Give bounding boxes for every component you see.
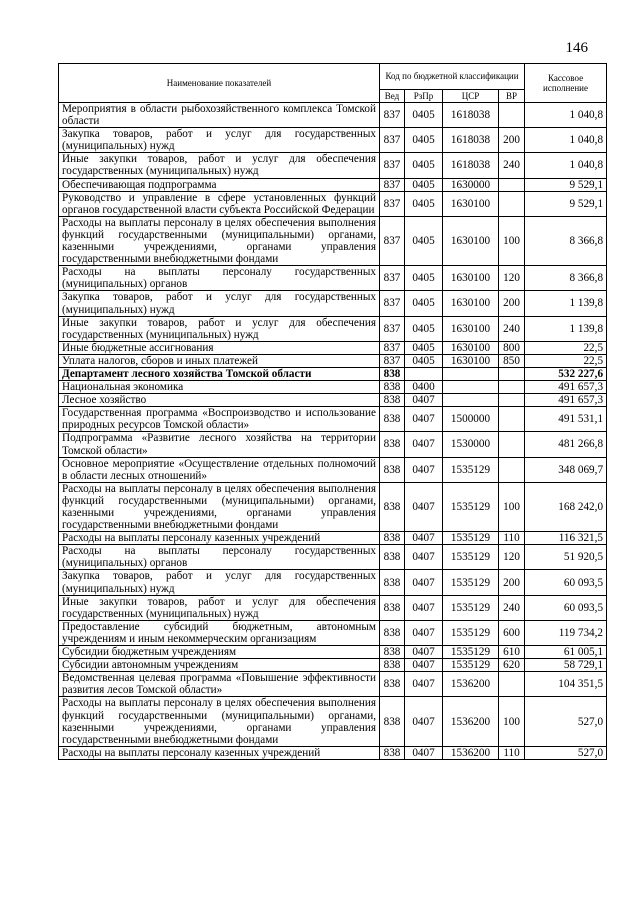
row-vr: 600: [499, 620, 525, 645]
row-rzpr: 0407: [405, 482, 443, 531]
row-rzpr: 0407: [405, 697, 443, 746]
row-ved: 838: [380, 646, 405, 659]
row-csr: 1630100: [443, 341, 499, 354]
table-row: [59, 595, 607, 620]
row-name: Субсидии бюджетным учреждениям: [59, 646, 380, 659]
row-name: Уплата налогов, сборов и иных платежей: [59, 354, 380, 367]
row-csr: 1535129: [443, 659, 499, 672]
row-rzpr: 0405: [405, 316, 443, 341]
row-vr: 200: [499, 128, 525, 153]
row-amount: 51 920,5: [525, 545, 607, 570]
row-csr: 1535129: [443, 570, 499, 595]
row-rzpr: 0405: [405, 103, 443, 128]
row-name: Иные закупки товаров, работ и услуг для обеспечения государственных (муниципальных) нужд: [59, 316, 380, 341]
row-amount: 527,0: [525, 697, 607, 746]
row-vr: 200: [499, 570, 525, 595]
row-rzpr: 0405: [405, 216, 443, 265]
row-vr: 240: [499, 316, 525, 341]
row-csr: [443, 394, 499, 407]
row-ved: 838: [380, 659, 405, 672]
row-vr: [499, 457, 525, 482]
row-amount: 8 366,8: [525, 216, 607, 265]
row-csr: 1630100: [443, 354, 499, 367]
table-row: [59, 620, 607, 645]
row-vr: [499, 367, 525, 380]
row-name: Расходы на выплаты персоналу казенных учреждений: [59, 532, 380, 545]
row-name: Расходы на выплаты персоналу государственных (муниципальных) органов: [59, 545, 380, 570]
row-vr: 200: [499, 291, 525, 316]
row-name: Расходы на выплаты персоналу казенных учреждений: [59, 746, 380, 759]
row-name: Закупка товаров, работ и услуг для государственных (муниципальных) нужд: [59, 291, 380, 316]
row-ved: 837: [380, 216, 405, 265]
row-vr: 240: [499, 153, 525, 178]
row-vr: 110: [499, 746, 525, 759]
row-vr: 100: [499, 482, 525, 531]
row-amount: 22,5: [525, 354, 607, 367]
table-row: [59, 457, 607, 482]
header-name: Наименование показателей: [59, 64, 380, 103]
table-row: [59, 191, 607, 216]
table-row: [59, 381, 607, 394]
row-amount: 9 529,1: [525, 178, 607, 191]
row-name: Расходы на выплаты персоналу в целях обеспечения выполнения функций государственными (муниципальными) органами, казенными учреждениями, органами управления государственными внебюджетными фондами: [59, 697, 380, 746]
row-amount: 1 040,8: [525, 153, 607, 178]
row-ved: 837: [380, 341, 405, 354]
row-vr: [499, 432, 525, 457]
row-amount: 9 529,1: [525, 191, 607, 216]
budget-table: [58, 63, 607, 760]
table-row: [59, 341, 607, 354]
row-amount: 104 351,5: [525, 672, 607, 697]
row-ved: 838: [380, 620, 405, 645]
row-name: Департамент лесного хозяйства Томской области: [59, 367, 380, 380]
row-vr: 800: [499, 341, 525, 354]
row-rzpr: 0407: [405, 432, 443, 457]
header-amount: Кассовое исполнение: [525, 64, 607, 103]
row-rzpr: 0407: [405, 595, 443, 620]
row-name: Иные закупки товаров, работ и услуг для обеспечения государственных (муниципальных) нужд: [59, 595, 380, 620]
row-rzpr: 0405: [405, 191, 443, 216]
table-row: [59, 532, 607, 545]
row-csr: 1618038: [443, 153, 499, 178]
row-ved: 837: [380, 178, 405, 191]
header-vr: ВР: [499, 90, 525, 103]
header-ved: Вед: [380, 90, 405, 103]
row-csr: 1630100: [443, 191, 499, 216]
row-vr: [499, 672, 525, 697]
row-amount: 60 093,5: [525, 595, 607, 620]
row-ved: 837: [380, 316, 405, 341]
row-ved: 838: [380, 381, 405, 394]
row-name: Руководство и управление в сфере установленных функций органов государственной власти субъекта Российской Федерации: [59, 191, 380, 216]
table-row: [59, 291, 607, 316]
row-rzpr: 0405: [405, 153, 443, 178]
row-ved: 838: [380, 570, 405, 595]
row-csr: 1500000: [443, 407, 499, 432]
row-csr: 1535129: [443, 620, 499, 645]
row-ved: 837: [380, 191, 405, 216]
row-ved: 837: [380, 103, 405, 128]
row-ved: 838: [380, 457, 405, 482]
row-name: Лесное хозяйство: [59, 394, 380, 407]
row-amount: 58 729,1: [525, 659, 607, 672]
row-rzpr: 0400: [405, 381, 443, 394]
row-vr: 610: [499, 646, 525, 659]
row-amount: 168 242,0: [525, 482, 607, 531]
row-rzpr: 0407: [405, 394, 443, 407]
row-ved: 838: [380, 367, 405, 380]
row-amount: 527,0: [525, 746, 607, 759]
row-ved: 838: [380, 432, 405, 457]
row-amount: 116 321,5: [525, 532, 607, 545]
row-amount: 1 040,8: [525, 103, 607, 128]
row-csr: 1630100: [443, 266, 499, 291]
row-csr: 1630100: [443, 216, 499, 265]
row-amount: 1 139,8: [525, 291, 607, 316]
table-row: [59, 545, 607, 570]
table-row: [59, 646, 607, 659]
row-vr: 110: [499, 532, 525, 545]
row-name: Расходы на выплаты персоналу в целях обеспечения выполнения функций государственными (муниципальными) органами, казенными учреждениями, органами управления государственными внебюджетными фондами: [59, 482, 380, 531]
row-ved: 837: [380, 354, 405, 367]
row-ved: 838: [380, 532, 405, 545]
table-row: [59, 266, 607, 291]
row-csr: [443, 381, 499, 394]
row-ved: 837: [380, 291, 405, 316]
row-csr: 1630000: [443, 178, 499, 191]
row-amount: 22,5: [525, 341, 607, 354]
row-csr: 1535129: [443, 532, 499, 545]
row-name: Расходы на выплаты персоналу в целях обеспечения выполнения функций государственными (муниципальными) органами, казенными учреждениями, органами управления государственными внебюджетными фондами: [59, 216, 380, 265]
row-csr: 1535129: [443, 482, 499, 531]
row-name: Основное мероприятие «Осуществление отдельных полномочий в области лесных отношений»: [59, 457, 380, 482]
row-ved: 838: [380, 697, 405, 746]
table-row: [59, 432, 607, 457]
row-rzpr: [405, 367, 443, 380]
row-csr: 1535129: [443, 595, 499, 620]
row-rzpr: 0407: [405, 457, 443, 482]
row-ved: 838: [380, 595, 405, 620]
row-rzpr: 0405: [405, 341, 443, 354]
row-name: Иные бюджетные ассигнования: [59, 341, 380, 354]
row-rzpr: 0407: [405, 407, 443, 432]
row-rzpr: 0407: [405, 532, 443, 545]
row-amount: 348 069,7: [525, 457, 607, 482]
row-ved: 838: [380, 482, 405, 531]
row-csr: 1536200: [443, 672, 499, 697]
table-row: [59, 394, 607, 407]
row-rzpr: 0407: [405, 620, 443, 645]
table-row: [59, 216, 607, 265]
row-name: Обеспечивающая подпрограмма: [59, 178, 380, 191]
row-rzpr: 0407: [405, 646, 443, 659]
row-name: Ведомственная целевая программа «Повышение эффективности развития лесов Томской области»: [59, 672, 380, 697]
row-vr: 100: [499, 697, 525, 746]
row-ved: 838: [380, 672, 405, 697]
table-row: [59, 128, 607, 153]
table-body: [59, 103, 607, 760]
row-ved: 837: [380, 266, 405, 291]
row-name: Закупка товаров, работ и услуг для государственных (муниципальных) нужд: [59, 570, 380, 595]
row-name: Подпрограмма «Развитие лесного хозяйства на территории Томской области»: [59, 432, 380, 457]
row-amount: 491 531,1: [525, 407, 607, 432]
table-row: [59, 354, 607, 367]
row-vr: 620: [499, 659, 525, 672]
row-ved: 838: [380, 407, 405, 432]
row-vr: 100: [499, 216, 525, 265]
row-ved: 838: [380, 746, 405, 759]
row-vr: [499, 394, 525, 407]
row-ved: 838: [380, 394, 405, 407]
table-row: [59, 103, 607, 128]
row-ved: 837: [380, 128, 405, 153]
row-vr: [499, 381, 525, 394]
row-vr: 120: [499, 266, 525, 291]
row-vr: 850: [499, 354, 525, 367]
row-csr: 1535129: [443, 457, 499, 482]
page-number: 146: [565, 40, 588, 56]
row-ved: 837: [380, 153, 405, 178]
row-name: Субсидии автономным учреждениям: [59, 659, 380, 672]
row-rzpr: 0405: [405, 266, 443, 291]
row-amount: 8 366,8: [525, 266, 607, 291]
table-row: [59, 407, 607, 432]
row-name: Иные закупки товаров, работ и услуг для обеспечения государственных (муниципальных) нужд: [59, 153, 380, 178]
row-rzpr: 0407: [405, 545, 443, 570]
row-vr: [499, 178, 525, 191]
row-rzpr: 0407: [405, 659, 443, 672]
table-row: [59, 316, 607, 341]
table-row: [59, 697, 607, 746]
table-row: [59, 659, 607, 672]
row-amount: 119 734,2: [525, 620, 607, 645]
row-amount: 481 266,8: [525, 432, 607, 457]
row-amount: 1 139,8: [525, 316, 607, 341]
table-row: [59, 153, 607, 178]
header-rzpr: РзПр: [405, 90, 443, 103]
row-rzpr: 0407: [405, 570, 443, 595]
row-amount: 61 005,1: [525, 646, 607, 659]
row-csr: 1535129: [443, 545, 499, 570]
row-name: Расходы на выплаты персоналу государственных (муниципальных) органов: [59, 266, 380, 291]
row-vr: [499, 103, 525, 128]
header-code-group: Код по бюджетной классификации: [380, 64, 525, 90]
row-amount: 532 227,6: [525, 367, 607, 380]
row-csr: 1536200: [443, 697, 499, 746]
row-amount: 60 093,5: [525, 570, 607, 595]
row-amount: 1 040,8: [525, 128, 607, 153]
row-csr: [443, 367, 499, 380]
row-rzpr: 0407: [405, 746, 443, 759]
row-amount: 491 657,3: [525, 394, 607, 407]
row-name: Предоставление субсидий бюджетным, автономным учреждениям и иным некоммерческим организациям: [59, 620, 380, 645]
row-rzpr: 0407: [405, 672, 443, 697]
row-ved: 838: [380, 545, 405, 570]
table-row: [59, 367, 607, 380]
row-csr: 1630100: [443, 316, 499, 341]
row-vr: 240: [499, 595, 525, 620]
row-rzpr: 0405: [405, 178, 443, 191]
row-csr: 1536200: [443, 746, 499, 759]
table-row: [59, 672, 607, 697]
row-name: Государственная программа «Воспроизводство и использование природных ресурсов Томской области»: [59, 407, 380, 432]
row-vr: 120: [499, 545, 525, 570]
header-csr: ЦСР: [443, 90, 499, 103]
table-row: [59, 746, 607, 759]
row-name: Национальная экономика: [59, 381, 380, 394]
row-vr: [499, 407, 525, 432]
row-csr: 1530000: [443, 432, 499, 457]
table-row: [59, 178, 607, 191]
table-row: [59, 482, 607, 531]
row-csr: 1618038: [443, 128, 499, 153]
row-csr: 1535129: [443, 646, 499, 659]
row-csr: 1618038: [443, 103, 499, 128]
table-row: [59, 570, 607, 595]
row-rzpr: 0405: [405, 291, 443, 316]
row-rzpr: 0405: [405, 128, 443, 153]
row-name: Закупка товаров, работ и услуг для государственных (муниципальных) нужд: [59, 128, 380, 153]
row-vr: [499, 191, 525, 216]
row-csr: 1630100: [443, 291, 499, 316]
row-rzpr: 0405: [405, 354, 443, 367]
row-amount: 491 657,3: [525, 381, 607, 394]
row-name: Мероприятия в области рыбохозяйственного комплекса Томской области: [59, 103, 380, 128]
